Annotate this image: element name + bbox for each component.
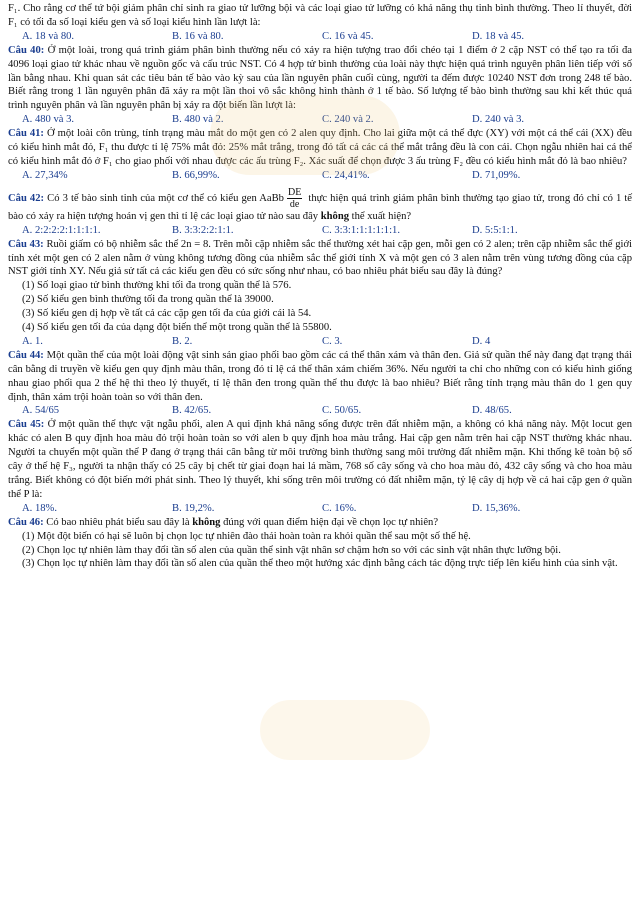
question-43 xyxy=(8,238,632,280)
option-b: B. 3:3:2:2:1:1. xyxy=(172,224,234,236)
option-c: C. 240 và 2. xyxy=(322,114,374,126)
emphasis-word: không xyxy=(320,210,350,222)
option-c: C. 3:3:1:1:1:1:1:1. xyxy=(322,224,400,236)
answer-options xyxy=(8,502,632,516)
question-number: Câu 45: xyxy=(8,419,45,431)
option-d: D. 5:5:1:1. xyxy=(472,224,518,236)
option-b: B. 42/65. xyxy=(172,405,212,417)
statement-item: (4) Số kiểu gen tối đa của dạng đột biến thể một trong quần thể là 55800. xyxy=(22,322,332,334)
option-b: B. 66,99%. xyxy=(172,169,220,181)
option-a: A. 18%. xyxy=(22,502,58,514)
question-text: Ruồi giấm có bộ nhiễm sắc thể 2n = 8. Trên mỗi cặp nhiễm sắc thể thường xét hai cặp gen, mỗi gen có 2 alen; trên cặp nhiễm sắc thể giới tính xét một gen có 2 alen nằm ở vùng không tương đồng của nhiễm sắc thể giới tính X và một gen có 3 alen nằm trên vùng tương đồng của cặp NST giới tính XY. Nếu giả sử tất cả các kiểu gen đều có sức sống như nhau, có bao nhiêu phát biểu sau đây là đúng? xyxy=(8,238,632,278)
statement-item: (3) Chọn lọc tự nhiên làm thay đổi tần số alen của quần thể theo một hướng xác định bằng cách tác động trực tiếp lên kiểu hình của sinh vật. xyxy=(22,558,618,570)
option-b: B. 480 và 2. xyxy=(172,114,224,126)
statement-item: (1) Số loại giao tử bình thường khi tối đa trong quần thể là 576. xyxy=(22,280,292,292)
question-45 xyxy=(8,418,632,501)
option-b: B. 2. xyxy=(172,335,193,347)
answer-options xyxy=(8,30,632,44)
question-continuation: F₁. Cho rằng cơ thể tứ bội giảm phân chỉ sinh ra giao tử lưỡng bội và các loại giao tử lưỡng có khả năng thụ tinh bình thường. Theo lí thuyết, đời F₁ có tối đa số loại kiểu gen và số loại kiểu hình lần lượt là: xyxy=(8,3,632,28)
answer-options xyxy=(8,224,632,238)
option-a: A. 2:2:2:2:1:1:1:1. xyxy=(22,224,101,236)
option-d: D. 4 xyxy=(472,335,491,347)
option-a: A. 480 và 3. xyxy=(22,114,75,126)
watermark xyxy=(210,95,400,175)
option-c: C. 24,41%. xyxy=(322,169,370,181)
question-text: Ở một quần thể thực vật ngẫu phối, alen A qui định khả năng sống được trên đất nhiễm mặn, a không có khả năng này. Một locut gen khác có alen B quy định hoa màu đỏ trội hoàn toàn so với alen b quy định hoa màu trắng. Hai cặp gen nằm trên hai cặp NST thường khác nhau. Người ta chuyển một quần thể P đang ở trạng thái cân bằng từ môi trường bình thường sang môi trường đất nhiễm mặn. Khi thống kê toàn bộ số cây ở thế hệ F₃, người ta nhận thấy có 25 cây bị chết từ giai đoạn hai lá mầm, 768 số cây sống và cho hoa màu đỏ, 432 cây sống và cho hoa màu trắng. Biết không có đột biến mới phát sinh. Theo lý thuyết, khi sống trên môi trường có đất nhiễm mặn, tỷ lệ cây dị hợp về cả hai cặp gen ở quần thể P là: xyxy=(8,419,632,500)
question-42 xyxy=(8,187,632,224)
option-a: A. 27,34% xyxy=(22,169,68,181)
question-44 xyxy=(8,349,632,405)
question-number: Câu 40: xyxy=(8,44,45,56)
question-text: Có bao nhiêu phát biểu sau đây là xyxy=(43,516,193,528)
question-number: Câu 46: xyxy=(8,516,44,528)
answer-options xyxy=(8,335,632,349)
option-b: B. 19,2%. xyxy=(172,502,215,514)
question-text: Ở một loài, trong quá trình giảm phân bình thường nếu có xảy ra hiện tượng trao đổi chéo tại 1 điểm ở 2 cặp NST có thể tạo ra tối đa 4096 loại giao tử khác nhau về nguồn gốc và cấu trúc NST. Có 4 hợp tử bình thường của loài này thực hiện quá trình nguyên phân liên tiếp với số lần bằng nhau. Khi quan sát các tiêu bản tế bào vào kỳ sau của lần nguyên phân cuối cùng, người ta đếm được 10240 NST đơn trong 248 tế bào. Biết rằng trong 1 lần nguyên phân đã xảy ra một lần thoi vô sắc không hình thành ở 1 tế bào. Số lượng tế bào bình thường sau khi kết thúc quá trình nguyên phân và lần nguyên phân bị xảy ra đột biến lần lượt là: xyxy=(8,44,632,112)
genotype-fraction xyxy=(287,187,302,210)
option-a: A. 1. xyxy=(22,335,43,347)
statement-item: (2) Chọn lọc tự nhiên làm thay đổi tần số alen của quần thể sinh vật nhân sơ chậm hơn so với các sinh vật nhân thực lưỡng bội. xyxy=(22,544,561,556)
option-b: B. 16 và 80. xyxy=(172,30,224,42)
option-d: D. 15,36%. xyxy=(472,502,521,514)
fraction-denominator: de xyxy=(289,198,300,210)
option-d: D. 48/65. xyxy=(472,405,512,417)
option-a: A. 18 và 80. xyxy=(22,30,75,42)
question-number: Câu 41: xyxy=(8,128,44,140)
option-c: C. 16 và 45. xyxy=(322,30,374,42)
option-c: C. 16%. xyxy=(322,502,357,514)
option-d: D. 18 và 45. xyxy=(472,30,525,42)
question-text: Có 3 tế bào sinh tinh của một cơ thể có kiểu gen AaBb xyxy=(44,192,284,204)
statement-item: (3) Số kiểu gen dị hợp về tất cả các cặp gen tối đa của giới cái là 54. xyxy=(22,308,312,320)
watermark xyxy=(260,700,430,760)
question-number: Câu 43: xyxy=(8,238,44,250)
answer-options xyxy=(8,404,632,418)
question-number: Câu 44: xyxy=(8,349,44,361)
option-d: D. 71,09%. xyxy=(472,169,521,181)
emphasis-word: không xyxy=(192,516,221,528)
question-text: thể xuất hiện? xyxy=(349,210,412,222)
question-number: Câu 42: xyxy=(8,192,45,204)
question-text: Ở một loài côn trùng, tính trạng màu mắt do một gen có 2 alen quy định. Cho lai giữa một cá thể đực (XY) với một cá thể cái (XX) đều có kiểu hình mắt đỏ, F₁ thu được tỉ lệ 75% mắt đỏ: 25% mắt trắng, trong đó tất cả các cá thể mắt trắng đều là con cái. Chọn ngẫu nhiên hai cá thể có kiểu hình mắt đỏ ở F₁ cho giao phối với nhau được các ấu trùng F₂. Xác suất để chọn được 3 ấu trùng F₂ đều có kiểu hình mắt đỏ là bao nhiêu? xyxy=(8,128,632,167)
question-text: Một quần thể của một loài động vật sinh sản giao phối bao gồm các cá thể thân xám và thân đen. Giả sử quần thể này đang đạt trạng thái cân bằng di truyền về kiểu gen quy định màu thân, trong đó tỉ lệ cá thể thân xám chiếm 36%. Nếu người ta chỉ cho những con có kiểu hình giống nhau giao phối qua 2 thế hệ thì theo lý thuyết, tỉ lệ thân đen trong quần thể thu được là bao nhiêu? Biết rằng tính trạng màu thân do 1 gen quy định, thân xám trội hoàn toàn so với thân đen. xyxy=(8,349,632,403)
question-text: đúng với quan điểm hiện đại về chọn lọc tự nhiên? xyxy=(220,516,439,528)
fraction-numerator: DE xyxy=(287,186,302,198)
option-c: C. 3. xyxy=(322,335,343,347)
statement-item: (1) Một đột biến có hại sẽ luôn bị chọn lọc tự nhiên đào thải hoàn toàn ra khỏi quần thể sau một số thế hệ. xyxy=(22,530,471,542)
question-46 xyxy=(8,516,632,530)
option-a: A. 54/65 xyxy=(22,405,60,417)
option-d: D. 240 và 3. xyxy=(472,114,525,126)
option-c: C. 50/65. xyxy=(322,405,362,417)
statement-item: (2) Số kiểu gen bình thường tối đa trong quần thể là 39000. xyxy=(22,294,274,306)
question-text: thực hiện quá trình giảm phân bình thường tạo giao tử, trong đó chỉ có 1 tế bào có xảy ra hiện tượng hoán vị gen thì tỉ lệ các loại giao tử nào sau đây xyxy=(8,192,632,222)
